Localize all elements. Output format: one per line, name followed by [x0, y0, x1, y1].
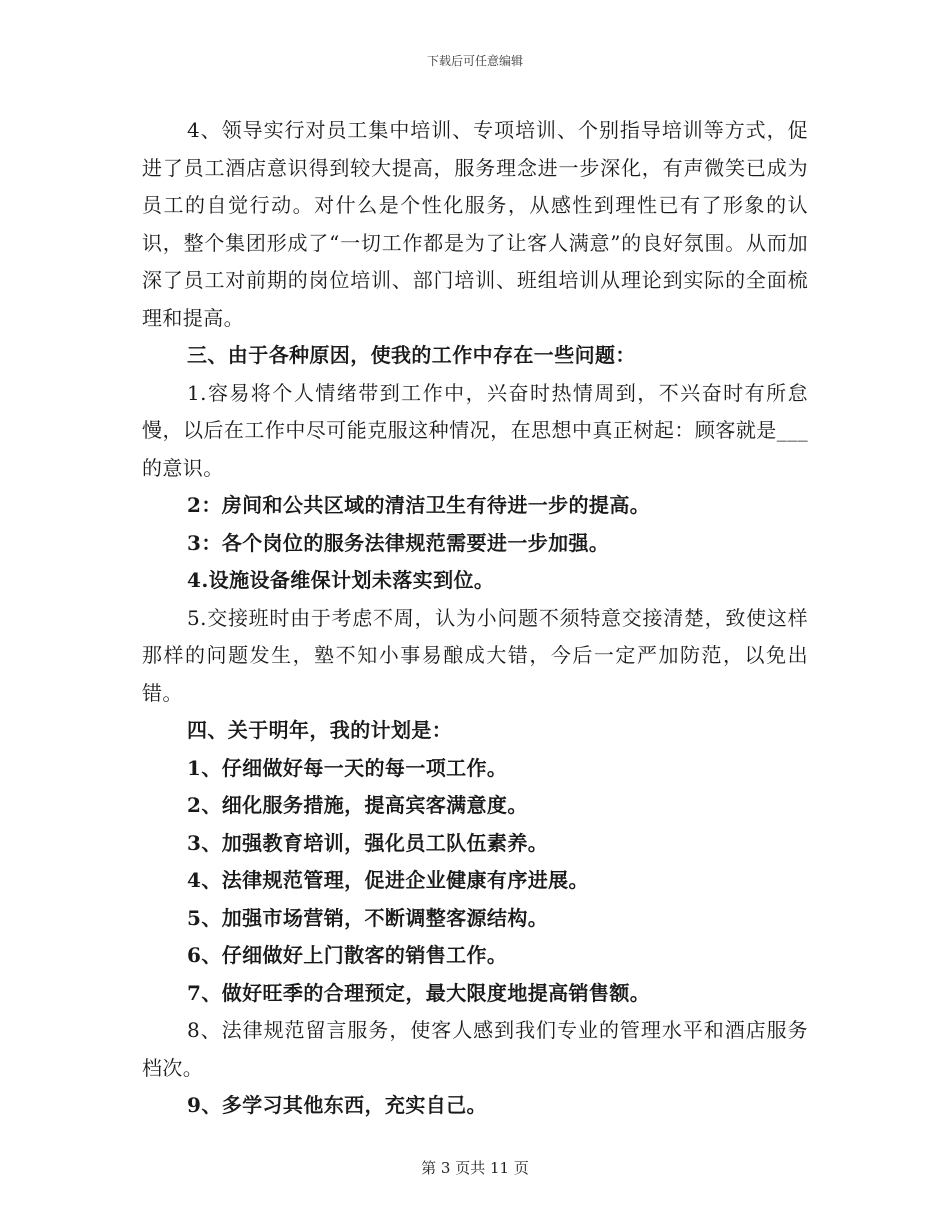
plan-item-2: 2、细化服务措施，提高宾客满意度。 — [187, 793, 528, 817]
page-footer: 第 3 页共 11 页 — [421, 1159, 529, 1177]
heading-problems: 三、由于各种原因，使我的工作中存在一些问题： — [187, 343, 636, 367]
plan-item-9: 9、多学习其他东西，充实自己。 — [187, 1093, 487, 1117]
page-header: 下载后可任意编辑 — [426, 54, 523, 68]
plan-item-8: 8、法律规范留言服务，使客人感到我们专业的管理水平和酒店服务档次。 — [142, 1018, 808, 1080]
plan-item-5: 5、加强市场营销，不断调整客源结构。 — [187, 905, 549, 930]
problem-item-1: 1.容易将个人情绪带到工作中，兴奋时热情周到，不兴奋时有所怠慢，以后在工作中尽可能克服这种情况，在思想中真正树起：顾客就是___的意识。 — [142, 380, 808, 480]
problem-item-2: 2：房间和公共区域的清洁卫生有待进一步的提高。 — [187, 493, 651, 517]
problem-item-5: 5.交接班时由于考虑不周，认为小问题不须特意交接清楚，致使这样那样的问题发生，塾不知小事易酿成大错，今后一定严加防范，以免出错。 — [142, 605, 808, 705]
plan-item-6: 6、仔细做好上门散客的销售工作。 — [187, 943, 508, 967]
plan-item-7: 7、做好旺季的合理预定，最大限度地提高销售额。 — [187, 980, 651, 1005]
document-body — [142, 112, 808, 1125]
plan-item-4: 4、法律规范管理，促进企业健康有序进展。 — [187, 868, 589, 892]
problem-item-4: 4.设施设备维保计划未落实到位。 — [187, 568, 495, 592]
problem-item-3: 3：各个岗位的服务法律规范需要进一步加强。 — [187, 530, 610, 555]
plan-item-1: 1、仔细做好每一天的每一项工作。 — [187, 755, 508, 780]
heading-plans: 四、关于明年，我的计划是： — [187, 718, 453, 742]
paragraph-training: 4、领导实行对员工集中培训、专项培训、个别指导培训等方式，促进了员工酒店意识得到较大提高，服务理念进一步深化，有声微笑已成为员工的自觉行动。对什么是个性化服务，从感性到理性已有了形象的认识，整个集团形成了“一切工作都是为了让客人满意”的良好氛围。从而加深了员工对前期的岗位培训、部门培训、班组培训从理论到实际的全面梳理和提高。 — [142, 118, 808, 330]
plan-item-3: 3、加强教育培训，强化员工队伍素养。 — [187, 830, 549, 855]
